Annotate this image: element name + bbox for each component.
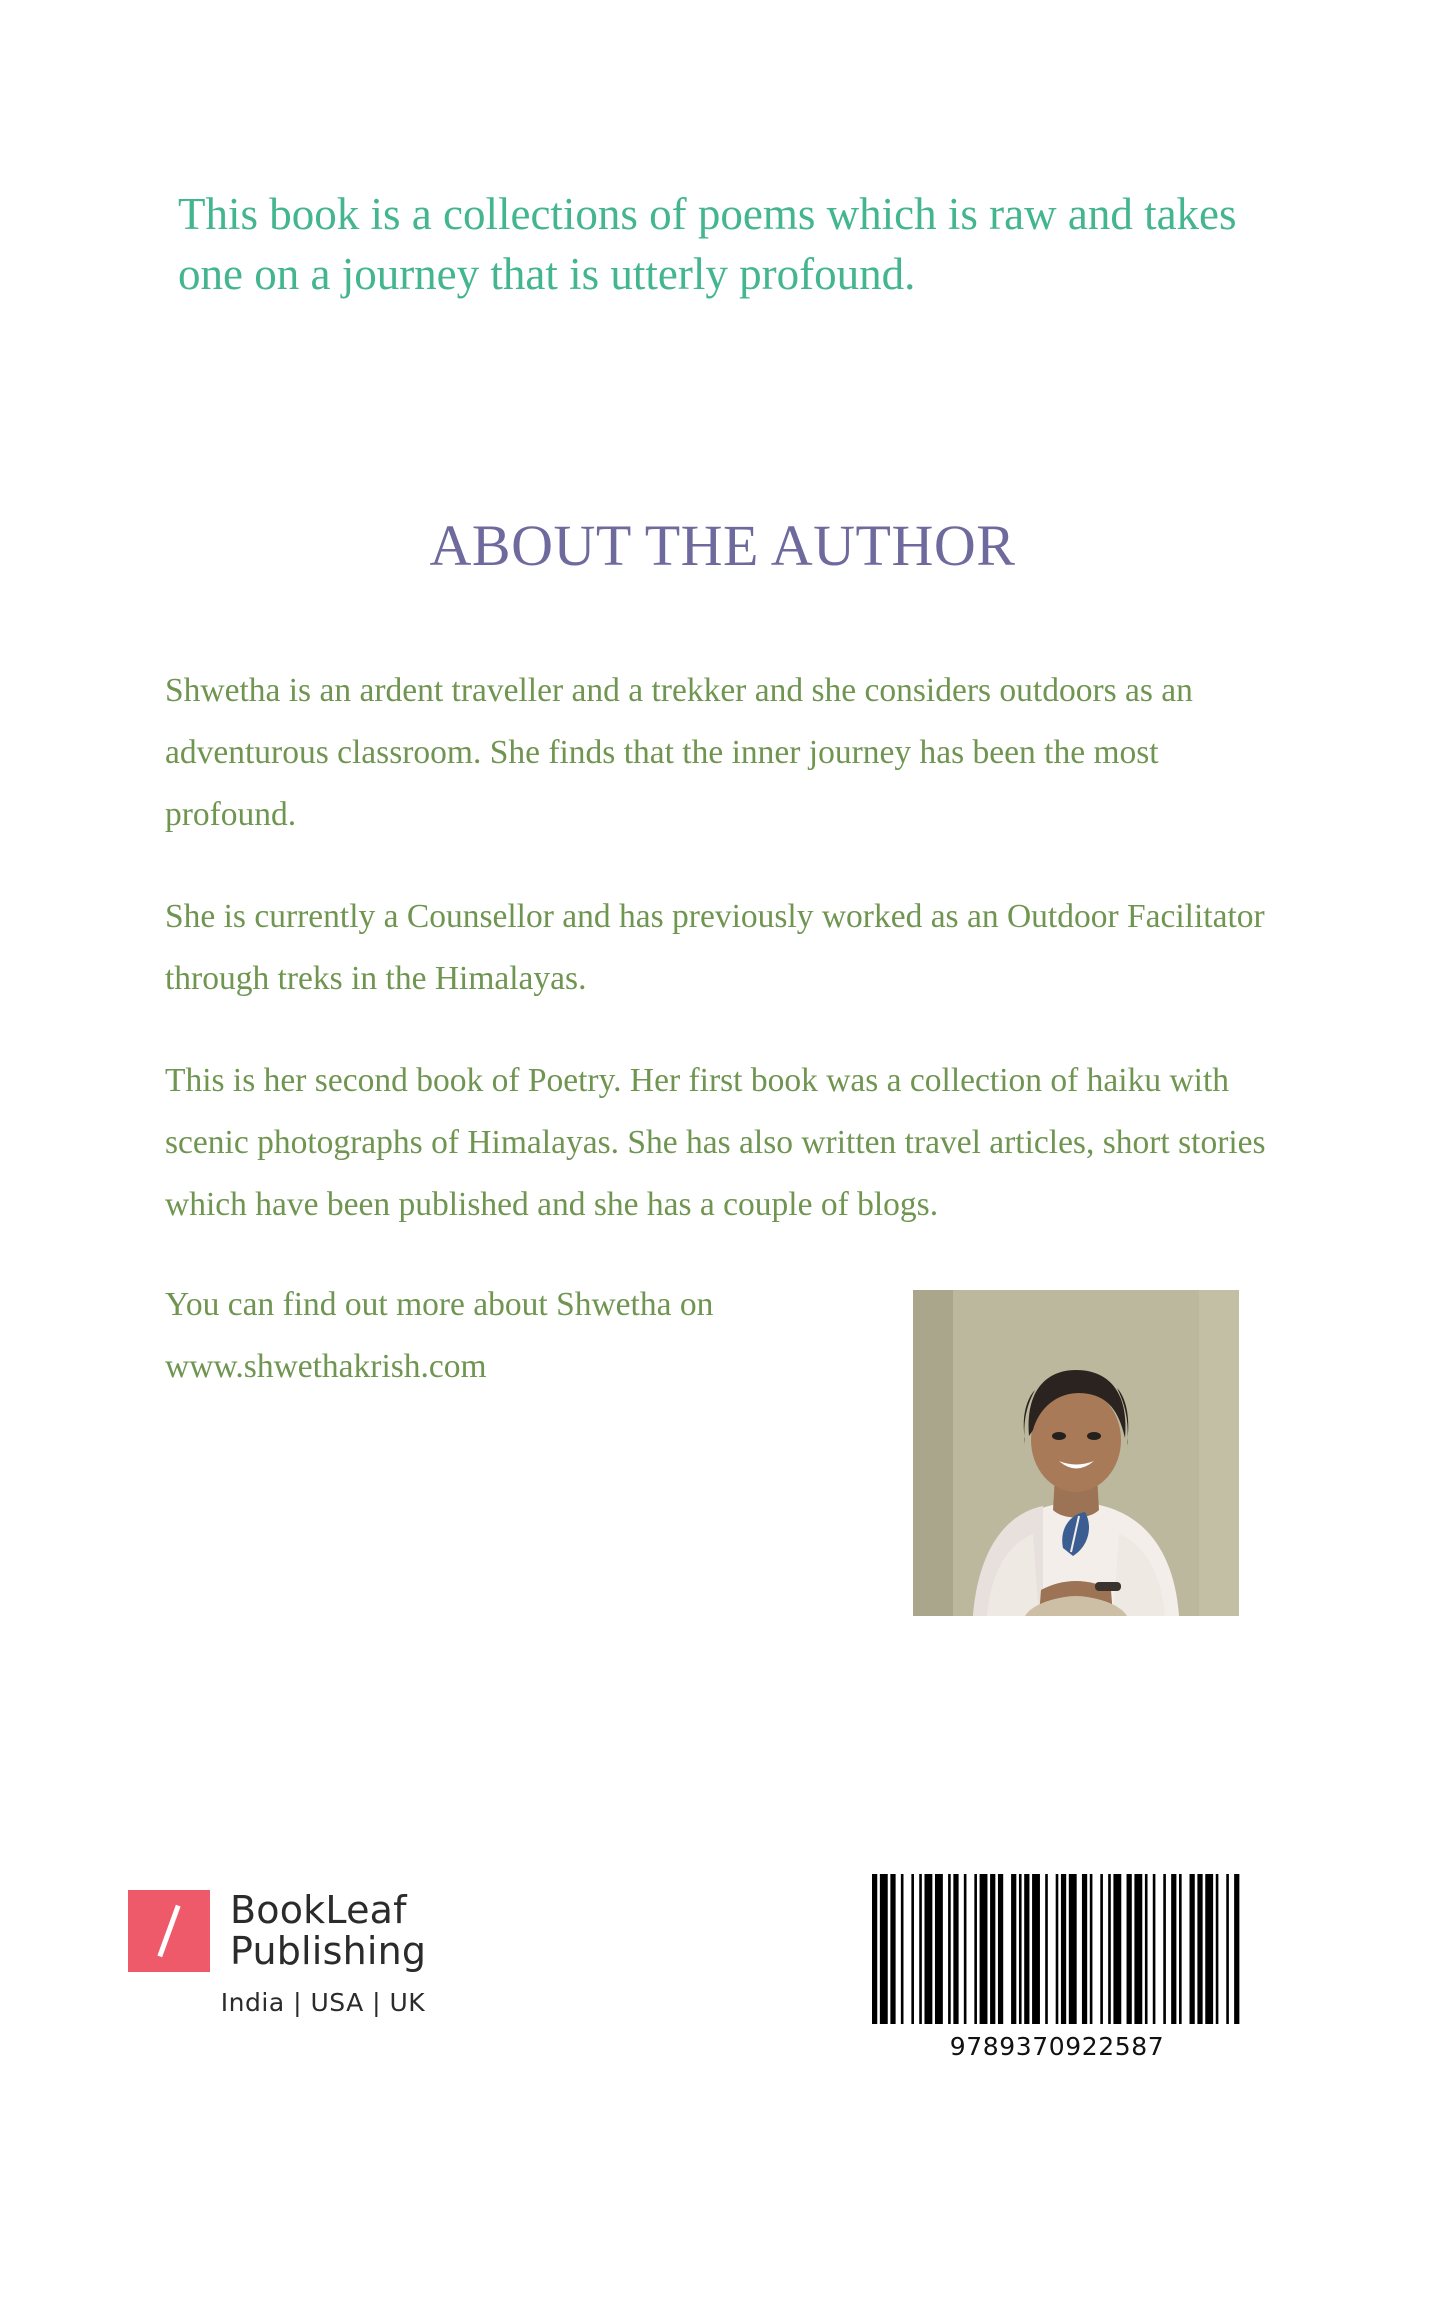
author-bio — [165, 660, 1270, 1398]
publisher-logo-row — [128, 1890, 518, 1972]
publisher-name-line2: Publishing — [230, 1929, 427, 1974]
publisher-logo — [128, 1890, 518, 2017]
isbn-number: 9789370922587 — [949, 2032, 1165, 2061]
barcode-block — [872, 1874, 1242, 2061]
publisher-name-line1: BookLeaf — [230, 1888, 407, 1932]
author-photo — [913, 1290, 1239, 1616]
barcode-icon — [872, 1874, 1242, 2024]
bio-paragraph-1: Shwetha is an ardent traveller and a trekker and she considers outdoors as an adventurous classroom. She finds that the inner journey has been the most profound. — [165, 672, 1193, 833]
author-portrait-image — [913, 1290, 1239, 1616]
publisher-locations: India | USA | UK — [220, 1988, 426, 2018]
publisher-name — [230, 1890, 426, 1972]
book-blurb: This book is a collections of poems which is raw and takes one on a journey that is utterly profound. — [178, 189, 1237, 299]
bio-paragraph-3: This is her second book of Poetry. Her first book was a collection of haiku with scenic photographs of Himalayas. She has also written travel articles, short stories which have been published and she has a couple of blogs. — [165, 1061, 1266, 1223]
about-the-author-heading: ABOUT THE AUTHOR — [429, 513, 1016, 578]
slash-icon — [128, 1890, 210, 1972]
bio-paragraph-2: She is currently a Counsellor and has previously worked as an Outdoor Facilitator through treks in the Himalayas. — [165, 897, 1265, 997]
bio-paragraph-4: You can find out more about Shwetha on www.shwethakrish.com — [165, 1285, 714, 1385]
